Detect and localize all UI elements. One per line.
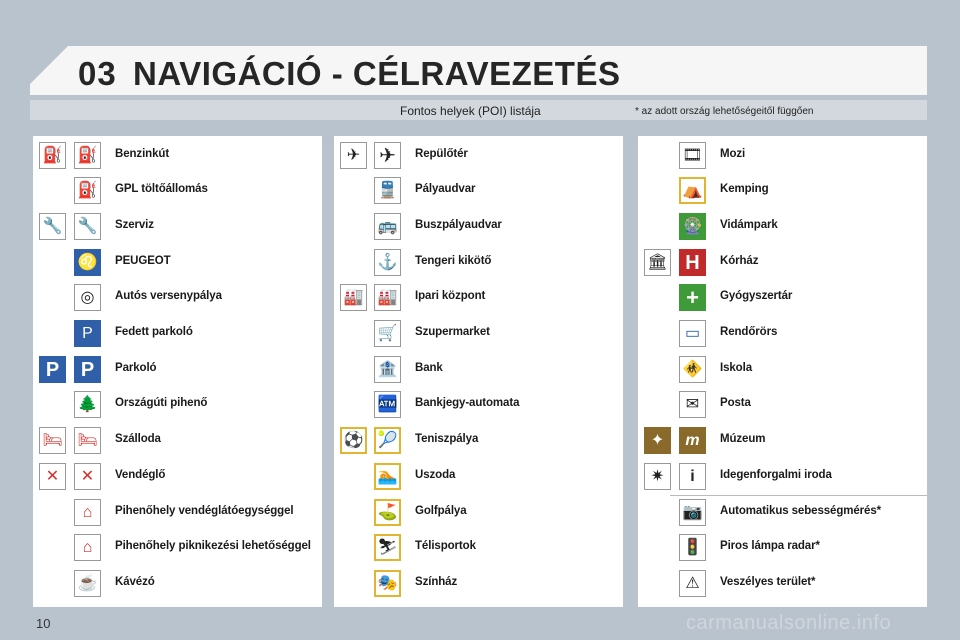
poi-row-peugeot xyxy=(33,246,322,281)
theatre-icon: 🎭 xyxy=(374,570,401,597)
poi-label: Szupermarket xyxy=(415,326,490,338)
lpg-pump-icon: ⛽ xyxy=(74,177,101,204)
poi-label: Tengeri kikötő xyxy=(415,255,492,267)
poi-label: Pályaudvar xyxy=(415,183,476,195)
race-track-icon: ◎ xyxy=(74,284,101,311)
danger-zone-icon: ⚠ xyxy=(679,570,706,597)
poi-label: Mozi xyxy=(720,148,746,160)
poi-row-pihenohely-vendeglatas xyxy=(33,496,322,531)
poi-label: Pihenőhely vendéglátóegységgel xyxy=(115,505,294,517)
poi-row-pihenohely-piknik xyxy=(33,531,322,566)
poi-label: Piros lámpa radar* xyxy=(720,540,820,552)
poi-row-veszelyes-terulet xyxy=(638,567,927,602)
poi-row-rendorors xyxy=(638,317,927,352)
poi-label: GPL töltőállomás xyxy=(115,183,208,195)
speed-camera-icon: 📷 xyxy=(679,499,706,526)
poi-row-bank xyxy=(334,353,623,388)
poi-row-mozi xyxy=(638,139,927,174)
poi-label: Parkoló xyxy=(115,362,157,374)
poi-row-ipari-kozpont xyxy=(334,281,623,316)
info-icon: i xyxy=(679,463,706,490)
film-icon: 🎞 xyxy=(679,142,706,169)
poi-label: Kemping xyxy=(720,183,769,195)
coffee-cup-icon: ☕ xyxy=(74,570,101,597)
train-icon: 🚆 xyxy=(374,177,401,204)
poi-label: Szerviz xyxy=(115,219,154,231)
pharmacy-cross-icon: + xyxy=(679,284,706,311)
poi-label: Gyógyszertár xyxy=(720,290,793,302)
poi-label: Bankjegy-automata xyxy=(415,397,520,409)
poi-label: Buszpályaudvar xyxy=(415,219,502,231)
poi-label: Idegenforgalmi iroda xyxy=(720,469,832,481)
poi-row-korhaz xyxy=(638,246,927,281)
poi-row-buszpalyaudvar xyxy=(334,210,623,245)
poi-row-szerviz xyxy=(33,210,322,245)
poi-label: Golfpálya xyxy=(415,505,467,517)
peugeot-lion-icon: ♌ xyxy=(74,249,101,276)
industry-icon: 🏭 xyxy=(340,284,367,311)
poi-label: Repülőtér xyxy=(415,148,468,160)
camping-icon: ⛺ xyxy=(679,177,706,204)
poi-row-gpl xyxy=(33,174,322,209)
poi-label: Automatikus sebességmérés* xyxy=(720,505,882,517)
poi-label: Szálloda xyxy=(115,433,161,445)
picnic-icon: ⌂ xyxy=(74,534,101,561)
skier-icon: ⛷ xyxy=(374,534,401,561)
sports-icon: ⚽ xyxy=(340,427,367,454)
museum-m-icon: m xyxy=(679,427,706,454)
amusement-park-icon: 🎡 xyxy=(679,213,706,240)
poi-column-2 xyxy=(334,136,623,607)
poi-row-szalloda xyxy=(33,424,322,459)
poi-label: Veszélyes terület* xyxy=(720,576,816,588)
rest-area-icon: 🌲 xyxy=(74,391,101,418)
poi-row-tengeri-kikoto xyxy=(334,246,623,281)
poi-row-posta xyxy=(638,388,927,423)
parking-icon: P xyxy=(74,356,101,383)
poi-row-szupermarket xyxy=(334,317,623,352)
poi-row-fedett-parkolo xyxy=(33,317,322,352)
poi-label: Bank xyxy=(415,362,443,374)
bank-icon: 🏦 xyxy=(374,356,401,383)
poi-label: Fedett parkoló xyxy=(115,326,193,338)
page-title: NAVIGÁCIÓ - CÉLRAVEZETÉS xyxy=(133,55,621,92)
fork-knife-icon: ✕ xyxy=(39,463,66,490)
poi-label: Benzinkút xyxy=(115,148,170,160)
poi-row-uszoda xyxy=(334,460,623,495)
poi-label: Teniszpálya xyxy=(415,433,479,445)
poi-label: Pihenőhely piknikezési lehetőséggel xyxy=(115,540,311,552)
poi-row-kemping xyxy=(638,174,927,209)
page-number: 10 xyxy=(36,616,51,631)
fuel-pump-icon: ⛽ xyxy=(74,142,101,169)
covered-parking-icon: P xyxy=(74,320,101,347)
police-icon: ▭ xyxy=(679,320,706,347)
golf-icon: ⛳ xyxy=(374,499,401,526)
poi-row-repuloter xyxy=(334,139,623,174)
shopping-cart-icon: 🛒 xyxy=(374,320,401,347)
poi-label: Iskola xyxy=(720,362,753,374)
poi-label: Uszoda xyxy=(415,469,456,481)
poi-row-palyaudvar xyxy=(334,174,623,209)
tourist-office-icon: ✷ xyxy=(644,463,671,490)
poi-row-muzeum xyxy=(638,424,927,459)
hospital-h-icon: H xyxy=(679,249,706,276)
atm-icon: 🏧 xyxy=(374,391,401,418)
poi-list-subtitle: Fontos helyek (POI) listája xyxy=(400,104,541,118)
red-light-camera-icon: 🚦 xyxy=(679,534,706,561)
school-children-icon: 🚸 xyxy=(679,356,706,383)
fork-knife-icon: ✕ xyxy=(74,463,101,490)
poi-row-golfpalya xyxy=(334,496,623,531)
availability-note: * az adott ország lehetőségeitől függően xyxy=(635,106,814,117)
poi-row-szinhaz xyxy=(334,567,623,602)
envelope-icon: ✉ xyxy=(679,391,706,418)
airplane-icon: ✈ xyxy=(374,142,401,169)
bus-icon: 🚌 xyxy=(374,213,401,240)
hospital-building-icon: 🏛 xyxy=(644,249,671,276)
fuel-pump-icon: ⛽ xyxy=(39,142,66,169)
bed-icon: 🛏 xyxy=(74,427,101,454)
poi-row-vidampark xyxy=(638,210,927,245)
poi-label: Kórház xyxy=(720,255,759,267)
poi-label: Télisportok xyxy=(415,540,476,552)
poi-row-bankjegy-automata xyxy=(334,388,623,423)
poi-row-vendeglo xyxy=(33,460,322,495)
poi-label: Autós versenypálya xyxy=(115,290,222,302)
poi-row-orszaguti-piheno xyxy=(33,388,322,423)
poi-row-kavezo xyxy=(33,567,322,602)
chapter-number: 03 xyxy=(78,55,117,92)
poi-label: PEUGEOT xyxy=(115,255,171,267)
poi-row-teniszpalya xyxy=(334,424,623,459)
poi-row-piros-lampa-radar xyxy=(638,531,927,566)
wrench-icon: 🔧 xyxy=(74,213,101,240)
poi-label: Kávézó xyxy=(115,576,155,588)
poi-row-iskola xyxy=(638,353,927,388)
tennis-icon: 🎾 xyxy=(374,427,401,454)
bed-icon: 🛏 xyxy=(39,427,66,454)
industry-icon: 🏭 xyxy=(374,284,401,311)
poi-label: Országúti pihenő xyxy=(115,397,208,409)
poi-label: Posta xyxy=(720,397,751,409)
poi-label: Múzeum xyxy=(720,433,766,445)
swimmer-icon: 🏊 xyxy=(374,463,401,490)
poi-row-gyogyszertar xyxy=(638,281,927,316)
poi-row-sebessegmeres xyxy=(638,496,927,531)
poi-label: Vendéglő xyxy=(115,469,166,481)
parking-icon: P xyxy=(39,356,66,383)
poi-label: Színház xyxy=(415,576,458,588)
ship-icon: ⚓ xyxy=(374,249,401,276)
poi-row-benzinkut xyxy=(33,139,322,174)
poi-row-idegenforgalmi-iroda xyxy=(638,460,927,495)
watermark: carmanualsonline.info xyxy=(686,612,892,634)
poi-label: Vidámpark xyxy=(720,219,778,231)
airport-icon: ✈ xyxy=(340,142,367,169)
poi-column-3 xyxy=(638,136,927,607)
wrench-icon: 🔧 xyxy=(39,213,66,240)
poi-row-parkolo xyxy=(33,353,322,388)
poi-label: Rendőrörs xyxy=(720,326,778,338)
poi-column-1 xyxy=(33,136,322,607)
poi-row-versenypalya xyxy=(33,281,322,316)
rest-restaurant-icon: ⌂ xyxy=(74,499,101,526)
poi-label: Ipari központ xyxy=(415,290,486,302)
poi-row-telisportok xyxy=(334,531,623,566)
museum-sight-icon: ✦ xyxy=(644,427,671,454)
